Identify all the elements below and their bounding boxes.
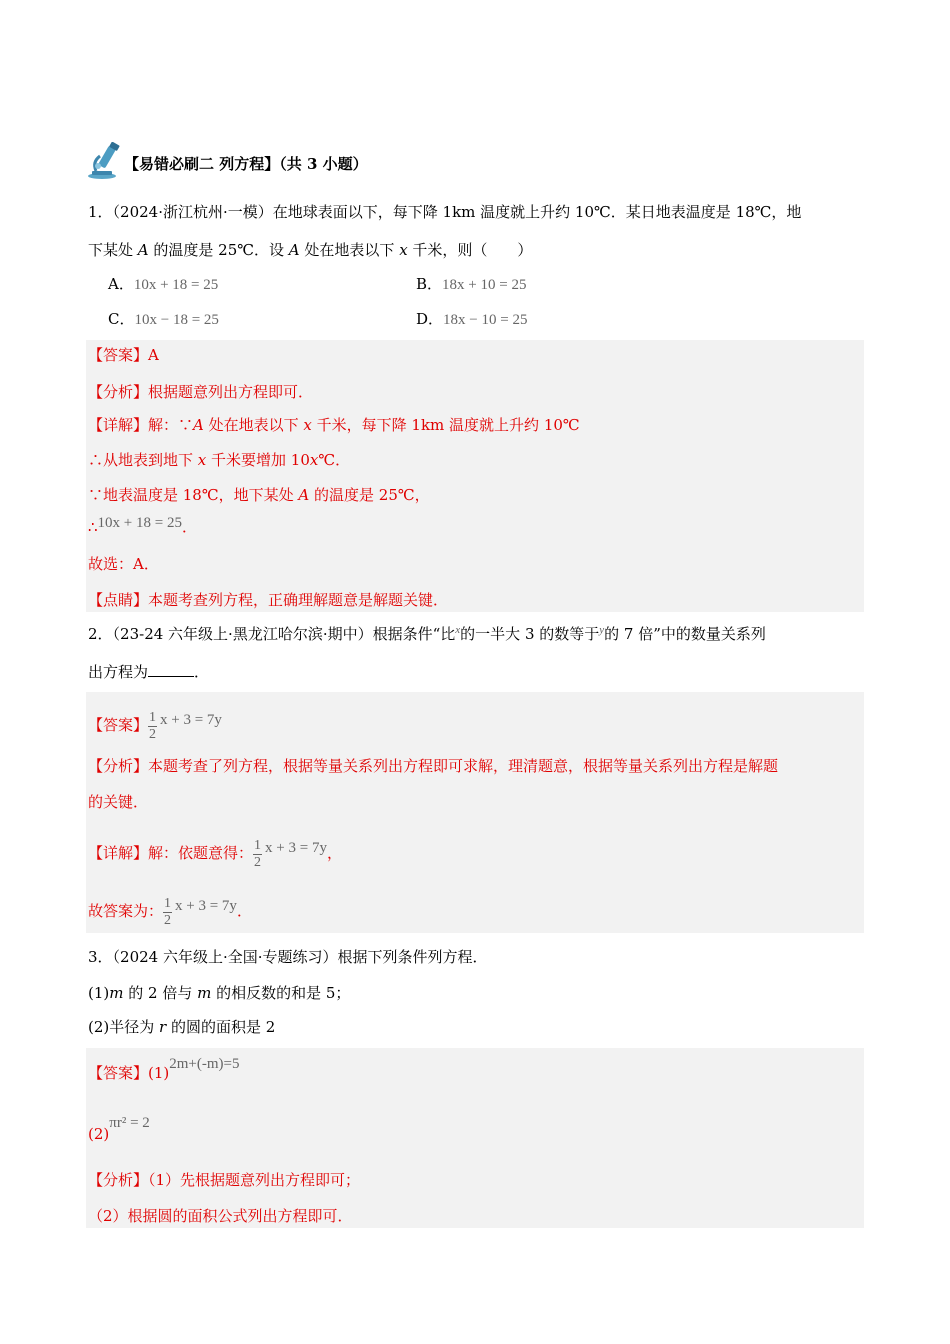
analysis-text: 根据题意列出方程即可． [148,383,314,401]
q3-item-2 [88,1017,275,1037]
detail-var: x [303,416,312,434]
analysis-tag: 【分析】 [88,383,149,401]
q2-answer [88,700,222,743]
final-text: 故答案为： [88,902,164,920]
q1-var-a2: A [288,241,300,259]
option-expr: 10x + 18 = 25 [133,277,219,293]
option-label: D． [416,310,444,328]
answer-tag: 【答案】 [88,346,149,364]
q2-analysis-2: 的关键． [88,793,149,811]
q3-line1 [88,947,488,967]
q1-var-x: x [399,241,408,259]
analysis-tag: 【分析】 [88,1171,149,1189]
q3-number: 3． [88,948,113,966]
answer-equation [148,710,222,743]
option-expr: 18x + 10 = 25 [442,277,527,293]
fraction-numerator: 1 [254,838,262,854]
q1-line1 [88,202,801,222]
detail-text: ∴从地表到地下 [88,451,198,469]
detail-var: x [309,451,319,469]
q3-text: 的相反数的和是 5； [211,984,351,1002]
option-expr: 18x − 10 = 25 [443,312,528,328]
q3-var-m: m [109,984,124,1002]
q2-line1 [88,624,766,646]
q2-final [88,886,252,929]
detail-equation [253,838,327,871]
fraction-numerator: 1 [164,896,172,912]
detail-text: ∵地表温度是 18℃，地下某处 [88,486,299,504]
answer-value: A [148,346,159,364]
q1-option-c[interactable] [108,309,219,330]
q3-text: 的圆的面积是 2 [166,1018,276,1036]
option-label: A． [108,275,134,293]
detail-text: ℃． [318,451,351,469]
analysis-text: 本题考查了列方程，根据等量关系列出方程即可求解，理清题意，根据等量关系列出方程是解题 [148,757,779,775]
q3-answer-2 [88,1115,150,1145]
detail-text: ． [181,518,197,536]
q1-option-d[interactable] [416,309,527,330]
equation-rest: x + 3 = 7y [175,898,237,914]
q3-var-m: m [197,984,212,1002]
answer-expr: 2m+(-m)=5 [169,1056,240,1072]
analysis-text: （1）先根据题意列出方程即可； [148,1171,361,1189]
detail-text: ， [326,844,342,862]
fraction-denominator: 2 [254,855,262,871]
q2-var-x: x [455,624,461,636]
q1-detail-4 [88,517,197,538]
q2-solution-box [86,692,864,933]
comment-tag: 【点睛】 [88,591,149,609]
detail-tag: 【详解】 [88,844,149,862]
q1-detail-3 [88,485,430,505]
q1-source: （2024·浙江杭州·一模） [112,203,273,221]
q3-solution-box [86,1048,864,1228]
q1-option-b[interactable] [416,274,526,295]
detail-var: A [193,416,204,434]
q3-text: (1) [88,984,110,1002]
q1-detail-1 [88,415,580,435]
q2-text: 的 7 倍”中的数量关系列 [604,625,766,643]
detail-text: 的温度是 25℃， [309,486,430,504]
answer-expr: πr² = 2 [109,1115,150,1131]
detail-tag: 【详解】 [88,416,149,434]
detail-text: 千米，每下降 1km 温度就上升约 10℃ [311,416,580,434]
q2-number: 2． [88,625,113,643]
q2-detail [88,828,342,871]
q3-intro: 根据下列条件列方程． [337,948,488,966]
detail-expr: 10x + 18 = 25 [97,515,182,531]
equation-rest: x + 3 = 7y [265,840,327,856]
final-text: ． [236,902,252,920]
answer-label: (2) [88,1125,110,1143]
q1-text-2e: 处在地表以下 [299,241,400,259]
detail-var: x [197,451,207,469]
answer-tag: 【答案】 [88,1064,149,1082]
q3-var-r: r [159,1018,167,1036]
detail-text: 解：依题意得： [148,844,254,862]
q1-text-2a: 下某处 [88,241,138,259]
q2-text: 根据条件“比 [372,625,456,643]
q1-analysis [88,382,313,402]
q1-line2 [88,240,532,260]
q1-answer [88,345,159,365]
q2-text: 的一半大 3 的数等于 [460,625,600,643]
detail-text: ∴ [88,518,98,536]
q2-var-y: y [599,624,605,636]
q3-analysis-2: （2）根据圆的面积公式列出方程即可． [88,1207,353,1225]
q1-number: 1． [88,203,113,221]
section-count: （共 3 小题） [279,155,368,173]
fraction-denominator: 2 [149,727,157,743]
microscope-icon [86,142,124,180]
q1-detail-2 [88,450,350,470]
q3-item-1 [88,983,350,1003]
option-label: C． [108,310,135,328]
q3-answer-1 [88,1056,240,1084]
q1-text-2c: 的温度是 25℃．设 [148,241,289,259]
fraction-numerator: 1 [149,710,157,726]
equation-rest: x + 3 = 7y [160,712,222,728]
q3-text: 的 2 倍与 [123,984,198,1002]
detail-text: 千米要增加 10 [206,451,310,469]
q1-text-1: 在地球表面以下，每下降 1km 温度就上升约 10℃．某日地表温度是 18℃，地 [272,203,802,221]
final-equation [163,896,237,929]
option-expr: 10x − 18 = 25 [134,312,219,328]
q2-line2 [88,662,209,682]
fraction-denominator: 2 [164,913,172,929]
q2-analysis-1 [88,756,778,776]
detail-var: A [298,486,310,504]
q1-var-a1: A [137,241,149,259]
option-label: B． [416,275,443,293]
q1-comment [88,590,448,610]
q2-source: （23-24 六年级上·黑龙江哈尔滨·期中） [112,625,373,643]
q3-analysis-1 [88,1170,360,1190]
q2-text: ． [194,663,210,681]
detail-text: 解：∵ [148,416,194,434]
answer-tag: 【答案】 [88,716,149,734]
detail-text: 处在地表以下 [203,416,304,434]
answer-blank[interactable] [148,662,194,677]
section-title: 【易错必刷二 列方程】 [124,155,280,173]
q3-source: （2024 六年级上·全国·专题练习） [112,948,338,966]
analysis-tag: 【分析】 [88,757,149,775]
q1-text-2g: 千米，则（ ） [407,241,533,259]
q3-text: (2)半径为 [88,1018,160,1036]
section-header [86,142,486,182]
comment-text: 本题考查列方程，正确理解题意是解题关键． [148,591,449,609]
answer-label: (1) [148,1064,170,1082]
q1-option-a[interactable] [108,274,218,295]
q2-text: 出方程为 [88,663,149,681]
q1-solution-box [86,340,864,612]
q1-choice: 故选：A． [88,555,159,573]
